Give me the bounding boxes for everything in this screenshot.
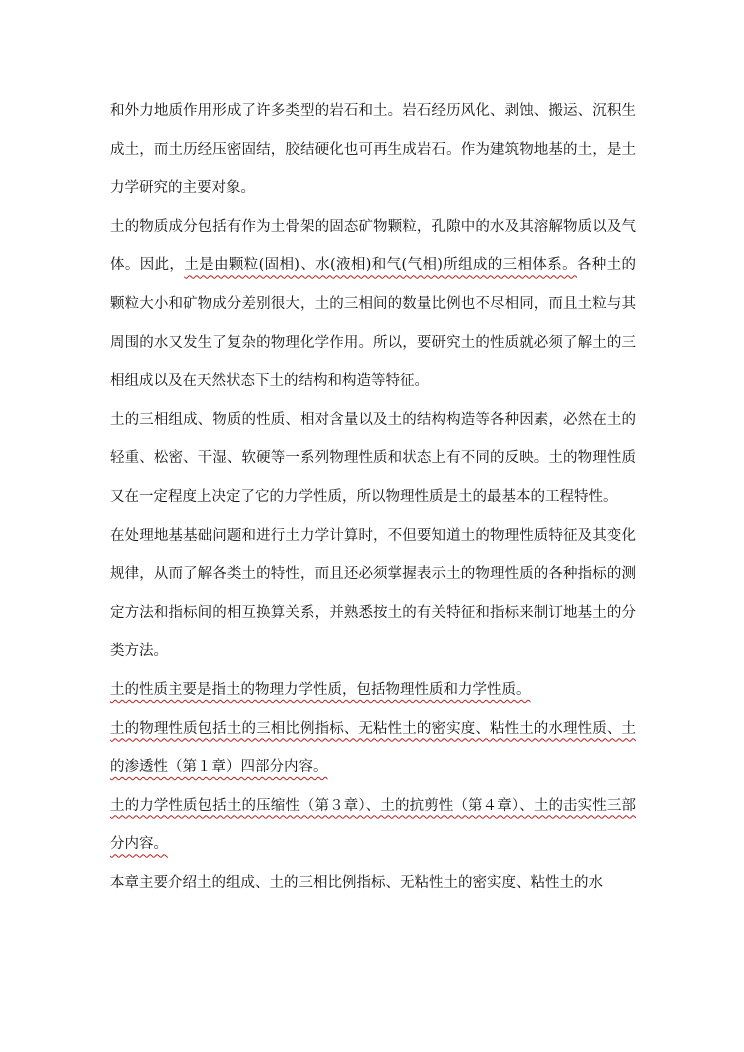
paragraph-text: 和外力地质作用形成了许多类型的岩石和土。岩石经历风化、剥蚀、搬运、沉积生成土，而土历经压密固结，胶结硬化也可再生成岩石。作为建筑物地基的土，是土力学研究的主要对象。: [110, 103, 636, 197]
paragraph-6: [110, 710, 636, 787]
paragraph-7: [110, 787, 636, 864]
paragraph-5: [110, 671, 636, 710]
paragraph-text: 各种土的颗粒大小和矿物成分差别很大，土的三相间的数量比例也不尽相同，而且土粒与其周围的水又发生了复杂的物理化学作用。所以，要研究土的性质就必须了解土的三相组成以及在天然状态下土的结构和构造等特征。: [110, 257, 637, 390]
underlined-definition: 土是由颗粒(固相)、水(液相)和气(气相)所组成的三相体系。: [184, 257, 577, 274]
document-body: [110, 92, 636, 902]
underlined-mechanical-properties: 土的力学性质包括土的压缩性（第３章）、土的抗剪性（第４章）、土的击实性三部分内容。: [110, 797, 636, 853]
underlined-physical-properties: 土的物理性质包括土的三相比例指标、无粘性土的密实度、粘性土的水理性质、土的渗透性（第１章）四部分内容。: [110, 720, 636, 776]
underlined-summary: 土的性质主要是指土的物理力学性质，包括物理性质和力学性质。: [110, 681, 531, 698]
paragraph-4: [110, 517, 636, 671]
paragraph-text: 本章主要介绍土的组成、土的三相比例指标、无粘性土的密实度、粘性土的水: [110, 874, 603, 891]
paragraph-8: [110, 864, 636, 903]
paragraph-2: [110, 208, 636, 401]
paragraph-text: 在处理地基基础问题和进行土力学计算时，不但要知道土的物理性质特征及其变化规律，从而了解各类土的特性，而且还必须掌握表示土的物理性质的各种指标的测定方法和指标间的相互换算关系，并熟悉按土的有关特征和指标来制订地基土的分类方法。: [110, 527, 636, 660]
paragraph-text: 土的三相组成、物质的性质、相对含量以及土的结构构造等各种因素，必然在土的轻重、松密、干湿、软硬等一系列物理性质和状态上有不同的反映。土的物理性质又在一定程度上决定了它的力学性质，所以物理性质是土的最基本的工程特性。: [110, 411, 636, 505]
paragraph-3: [110, 401, 636, 517]
paragraph-text: 土的物质成分包括有作为土骨架的固态矿物颗粒，孔隙中的水及其溶解物质以及气体。因此，: [110, 218, 636, 274]
paragraph-1: [110, 92, 636, 208]
